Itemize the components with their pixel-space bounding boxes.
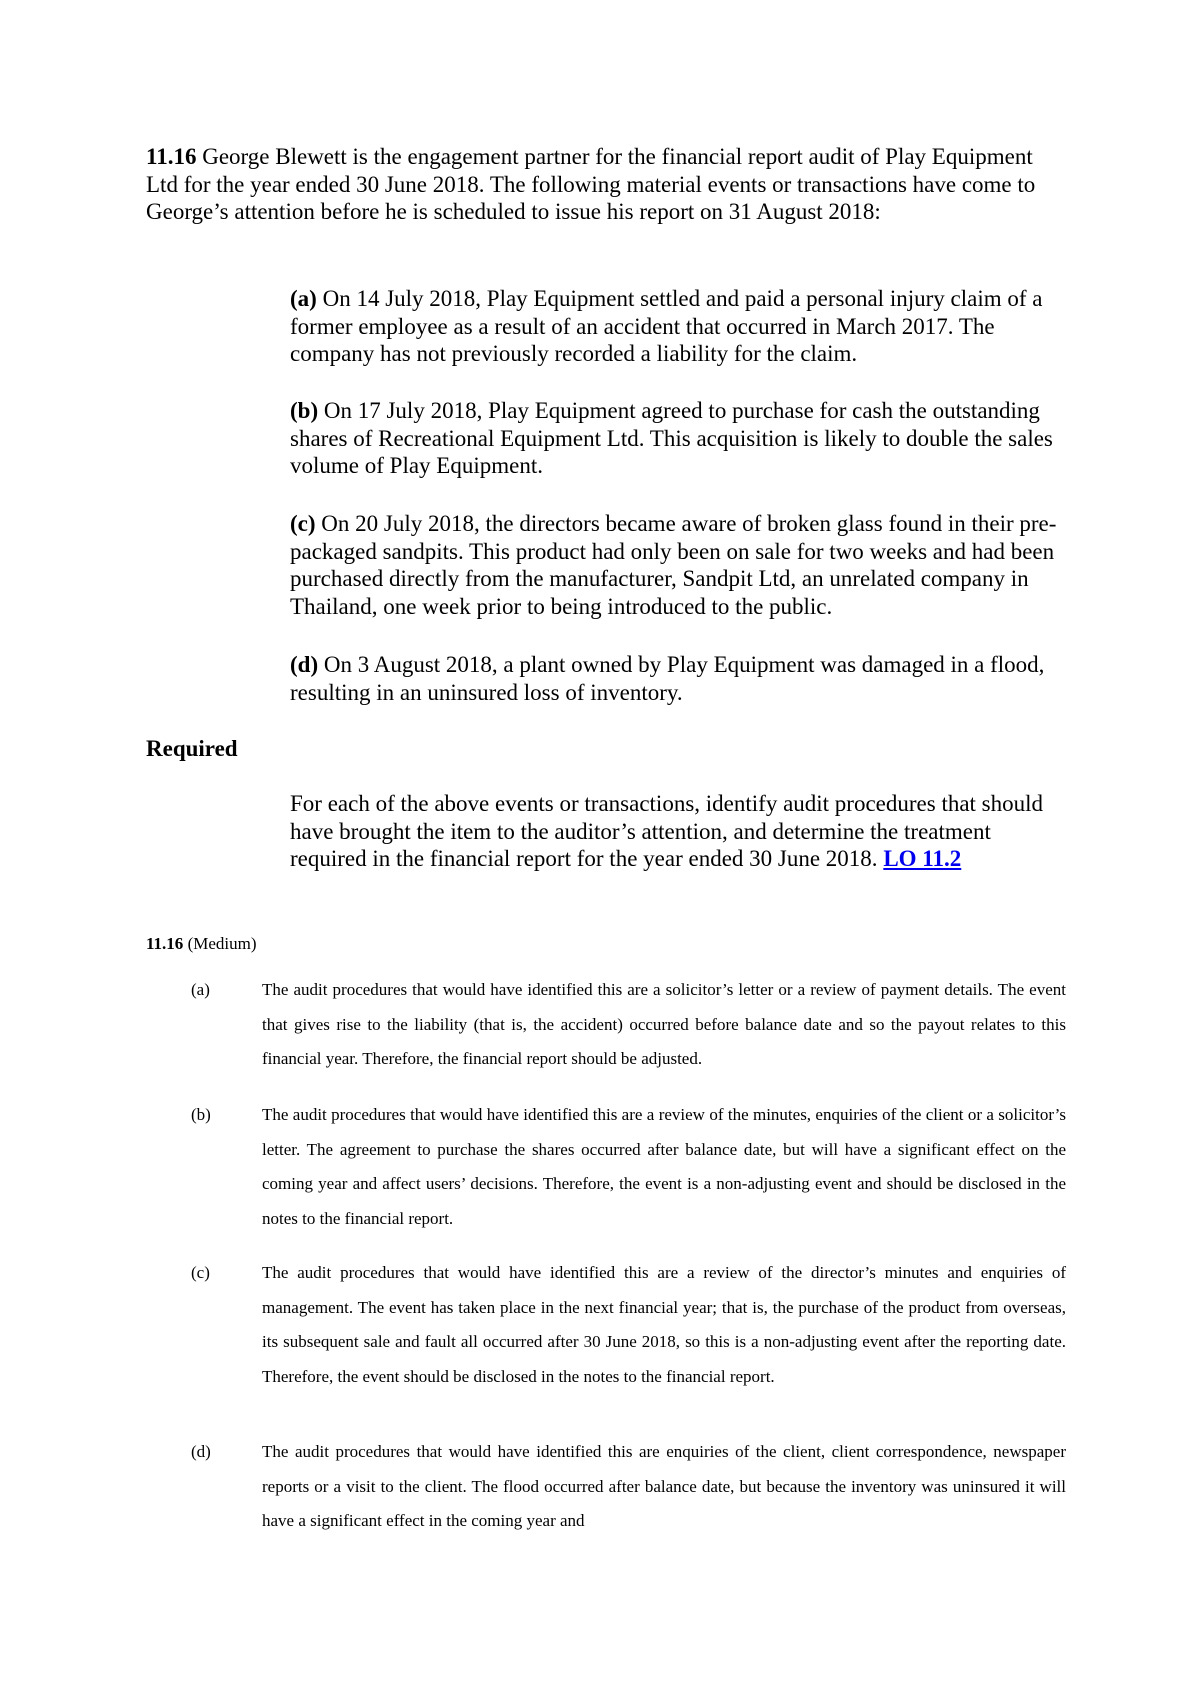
- question-item-text: On 14 July 2018, Play Equipment settled and paid a personal injury claim of a former employee as a result of an accident that occurred in March 2017. The company has not previously recorded a liability for the claim.: [290, 286, 1043, 366]
- required-heading: Required: [146, 736, 238, 761]
- solution-item-text: The audit procedures that would have identified this are a review of the director’s minutes and enquiries of management. The event has taken place in the next financial year; that is, the purchase of the product from overseas, its subsequent sale and fault all occurred after 30 June 2018, so this is a non-adjusting event after the reporting date. Therefore, the event should be disclosed in the notes to the financial report.: [262, 1263, 1066, 1386]
- solution-item-letter: (c): [191, 1263, 210, 1282]
- question-number: 11.16: [146, 144, 197, 169]
- solution-number: 11.16: [146, 934, 184, 953]
- required-instructions: For each of the above events or transactions, identify audit procedures that should have brought the item to the auditor’s attention, and determine the treatment required in the financial report for the year ended 30 June 2018.: [290, 791, 1044, 871]
- solution-item-c: [146, 1256, 1066, 1394]
- question-item-letter: (a): [290, 286, 317, 311]
- solution-item-letter: (a): [191, 980, 210, 999]
- required-text: [290, 790, 1070, 873]
- question-item-text: On 3 August 2018, a plant owned by Play Equipment was damaged in a flood, resulting in an uninsured loss of inventory.: [290, 652, 1045, 705]
- learning-objective-link[interactable]: LO 11.2: [883, 846, 962, 871]
- question-intro-text: George Blewett is the engagement partner for the financial report audit of Play Equipment Ltd for the year ended 30 June 2018. The following material events or transactions have come to George’s attention before he is scheduled to issue his report on 31 August 2018:: [146, 144, 1036, 224]
- solution-item-text: The audit procedures that would have identified this are a review of the minutes, enquiries of the client or a solicitor’s letter. The agreement to purchase the shares occurred after balance date, but will have a significant effect on the coming year and affect users’ decisions. Therefore, the event is a non-adjusting event and should be disclosed in the notes to the financial report.: [262, 1105, 1066, 1228]
- solution-difficulty: (Medium): [183, 934, 257, 953]
- solution-heading: [146, 934, 257, 954]
- question-item-text: On 20 July 2018, the directors became aware of broken glass found in their pre-packaged sandpits. This product had only been on sale for two weeks and had been purchased directly from the manufacturer, Sandpit Ltd, an unrelated company in Thailand, one week prior to being introduced to the public.: [290, 511, 1057, 619]
- question-item-letter: (b): [290, 398, 319, 423]
- question-item-text: On 17 July 2018, Play Equipment agreed to purchase for cash the outstanding shares of Recreational Equipment Ltd. This acquisition is likely to double the sales volume of Play Equipment.: [290, 398, 1053, 478]
- solution-item-d: [146, 1435, 1066, 1539]
- solution-item-b: [146, 1098, 1066, 1236]
- question-item-d: [290, 651, 1060, 706]
- solution-item-a: [146, 973, 1066, 1077]
- solution-item-letter: (b): [191, 1105, 211, 1124]
- question-item-b: [290, 397, 1060, 480]
- question-item-c: [290, 510, 1060, 620]
- question-item-letter: (c): [290, 511, 316, 536]
- solution-item-text: The audit procedures that would have identified this are a solicitor’s letter or a review of payment details. The event that gives rise to the liability (that is, the accident) occurred before balance date and so the payout relates to this financial year. Therefore, the financial report should be adjusted.: [262, 980, 1066, 1068]
- question-item-letter: (d): [290, 652, 319, 677]
- question-item-a: [290, 285, 1060, 368]
- question-intro: [146, 143, 1046, 226]
- solution-item-letter: (d): [191, 1442, 211, 1461]
- solution-item-text: The audit procedures that would have identified this are enquiries of the client, client correspondence, newspaper reports or a visit to the client. The flood occurred after balance date, but because the inventory was uninsured it will have a significant effect in the coming year and: [262, 1442, 1066, 1530]
